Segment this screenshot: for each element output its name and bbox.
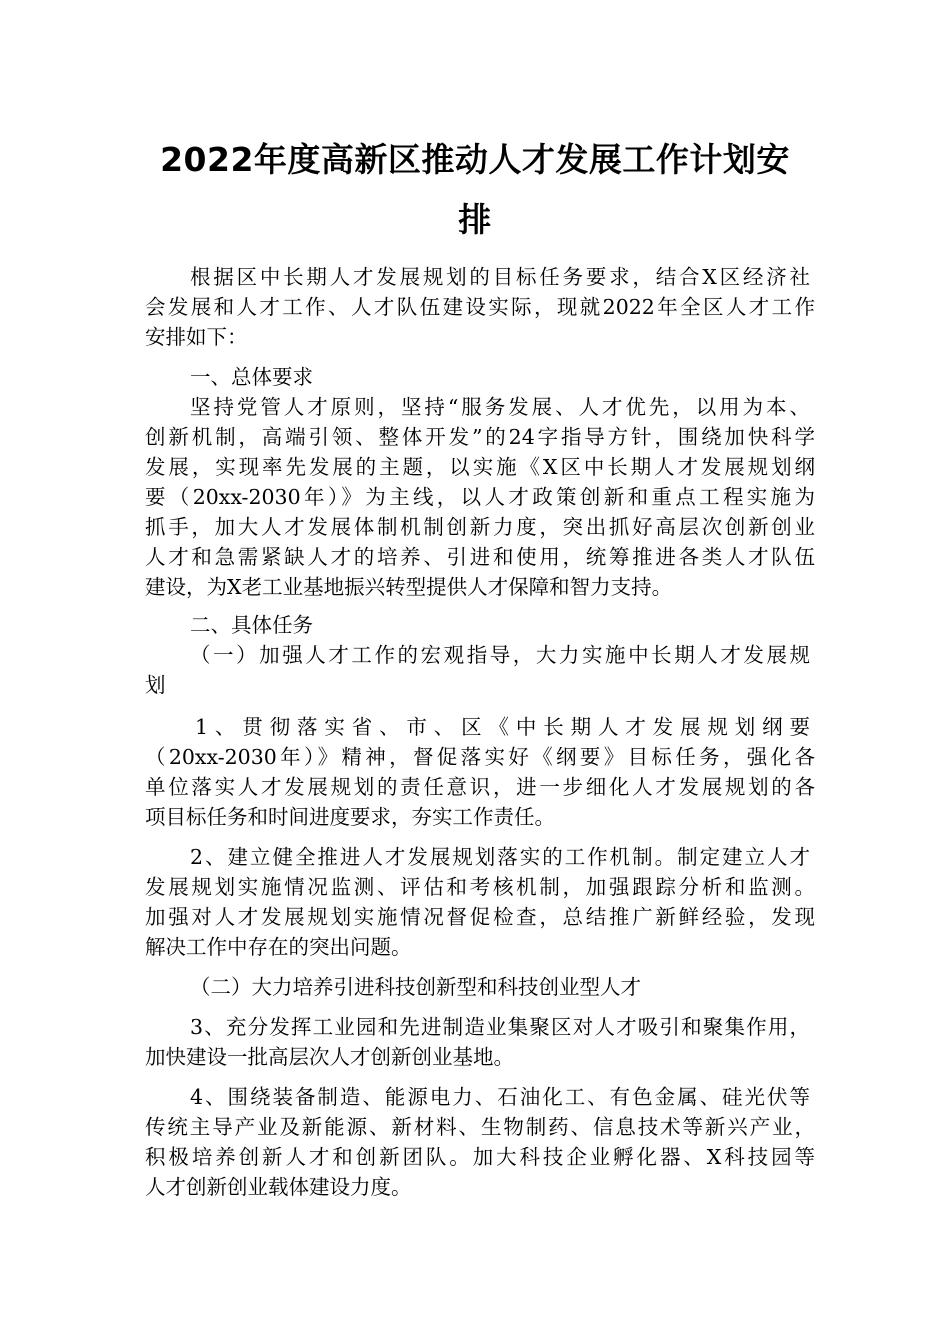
paragraph-line: 传统主导产业及新能源、新材料、生物制药、信息技术等新兴产业， bbox=[145, 1115, 815, 1139]
section-heading: 一、总体要求 bbox=[190, 365, 313, 389]
paragraph-line: 人才和急需紧缺人才的培养、引进和使用，统筹推进各类人才队伍 bbox=[145, 545, 815, 569]
subsection-heading-cont: 划 bbox=[145, 673, 166, 697]
subsection-heading: （一）加强人才工作的宏观指导，大力实施中长期人才发展规 bbox=[190, 643, 810, 667]
title-line-2: 排 bbox=[458, 200, 492, 239]
paragraph-line: 人才创新创业载体建设力度。 bbox=[145, 1175, 412, 1199]
paragraph-line: 解决工作中存在的突出问题。 bbox=[145, 935, 412, 959]
paragraph-line: 要（20xx-2030年）》为主线，以人才政策创新和重点工程实施为 bbox=[145, 485, 815, 509]
paragraph-line: 发展，实现率先发展的主题，以实施《X区中长期人才发展规划纲 bbox=[145, 455, 815, 479]
paragraph-line: 3、充分发挥工业园和先进制造业集聚区对人才吸引和聚集作用， bbox=[190, 1015, 810, 1039]
paragraph-line: 积极培养创新人才和创新团队。加大科技企业孵化器、X科技园等 bbox=[145, 1145, 815, 1169]
paragraph-line: 发展规划实施情况监测、评估和考核机制，加强跟踪分析和监测。 bbox=[145, 875, 815, 899]
paragraph-line: 创新机制，高端引领、整体开发”的24字指导方针，围绕加快科学 bbox=[145, 425, 815, 449]
paragraph-line: 2、建立健全推进人才发展规划落实的工作机制。制定建立人才 bbox=[190, 845, 810, 869]
paragraph-line: 4、围绕装备制造、能源电力、石油化工、有色金属、硅光伏等 bbox=[190, 1085, 810, 1109]
paragraph-line: 抓手，加大人才发展体制机制创新力度，突出抓好高层次创新创业 bbox=[145, 515, 815, 539]
paragraph-line: 项目标任务和时间进度要求，夯实工作责任。 bbox=[145, 805, 555, 829]
paragraph-line: 坚持党管人才原则，坚持“服务发展、人才优先，以用为本、 bbox=[190, 395, 810, 419]
section-heading: 二、具体任务 bbox=[190, 613, 313, 637]
paragraph-line: （20xx-2030年）》精神，督促落实好《纲要》目标任务，强化各 bbox=[145, 745, 815, 769]
paragraph-line: 加强对人才发展规划实施情况督促检查，总结推广新鲜经验，发现 bbox=[145, 905, 815, 929]
paragraph-line: 安排如下： bbox=[145, 325, 248, 349]
paragraph-line: 会发展和人才工作、人才队伍建设实际，现就2022年全区人才工作 bbox=[145, 295, 815, 319]
paragraph-line: 根据区中长期人才发展规划的目标任务要求，结合X区经济社 bbox=[190, 265, 810, 289]
paragraph-line: 加快建设一批高层次人才创新创业基地。 bbox=[145, 1045, 514, 1069]
title-line-1: 2022年度高新区推动人才发展工作计划安 bbox=[160, 140, 790, 179]
subsection-heading: （二）大力培养引进科技创新型和科技创业型人才 bbox=[190, 975, 641, 999]
document-title bbox=[130, 130, 820, 250]
paragraph-line: 1、贯彻落实省、市、区《中长期人才发展规划纲要 bbox=[195, 715, 810, 739]
paragraph-line: 建设，为X老工业基地振兴转型提供人才保障和智力支持。 bbox=[145, 575, 673, 599]
paragraph-line: 单位落实人才发展规划的责任意识，进一步细化人才发展规划的各 bbox=[145, 775, 815, 799]
